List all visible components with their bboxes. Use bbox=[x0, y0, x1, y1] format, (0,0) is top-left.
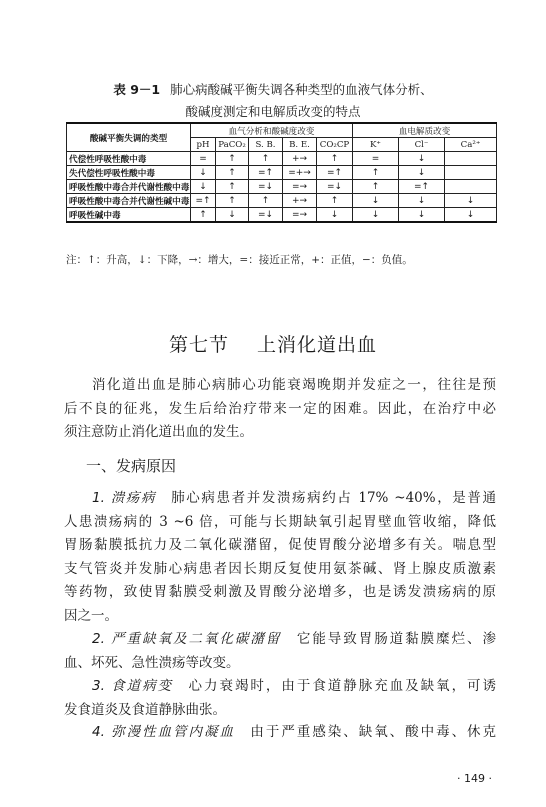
paragraph-line: 后不良的征兆，发生后给治疗带来一定的困难。因此，在治疗中必 bbox=[64, 400, 496, 417]
table-cell: = bbox=[191, 152, 216, 166]
table-row bbox=[67, 180, 497, 194]
table-cell: =↑ bbox=[317, 166, 353, 180]
table-note: 注：↑：升高，↓：下降，→：增大，=：接近正常，+：正值，−：负值。 bbox=[66, 254, 413, 266]
item-lead: 2. 严重缺氧及二氧化碳潴留 bbox=[92, 631, 282, 647]
table-cell: +→ bbox=[283, 194, 317, 208]
paragraph-line: 消化道出血是肺心病肺心功能衰竭晚期并发症之一，往往是预 bbox=[92, 377, 496, 393]
col-header: S. B. bbox=[249, 138, 283, 152]
col-header: Ca²⁺ bbox=[445, 138, 497, 152]
table-cell: ↑ bbox=[216, 180, 249, 194]
row-label: 失代偿性呼吸性酸中毒 bbox=[67, 166, 191, 180]
table-cell: ↓ bbox=[191, 166, 216, 180]
table-row bbox=[67, 166, 497, 180]
table-row bbox=[67, 208, 497, 223]
type-header: 酸碱平衡失调的类型 bbox=[67, 123, 191, 152]
item-text: 由于严重感染、缺氧、酸中毒、休克 bbox=[250, 724, 497, 740]
table-number: 表 9－1 bbox=[113, 82, 161, 97]
table-cell bbox=[445, 152, 497, 166]
paragraph-line: 等药物，致使胃黏膜受刺激及胃酸分泌增多，也是诱发溃疡病的原 bbox=[64, 584, 496, 600]
table-caption-line1 bbox=[0, 80, 546, 98]
col-header: B. E. bbox=[283, 138, 317, 152]
table-cell: ↑ bbox=[353, 166, 399, 180]
table-cell bbox=[445, 180, 497, 194]
table-row bbox=[67, 152, 497, 166]
table-cell: ↓ bbox=[191, 180, 216, 194]
table-cell: =↓ bbox=[249, 180, 283, 194]
paragraph-line bbox=[64, 487, 496, 511]
table-cell: +→ bbox=[283, 152, 317, 166]
table-cell: ↑ bbox=[317, 194, 353, 208]
table-cell: =+→ bbox=[283, 166, 317, 180]
subheading: 一、发病原因 bbox=[86, 457, 177, 475]
table-cell: ↑ bbox=[216, 166, 249, 180]
table-row bbox=[67, 194, 497, 208]
section-title: 上消化道出血 bbox=[257, 334, 378, 356]
paragraph-line: 支气管炎并发肺心病患者因长期反复使用氨茶碱、肾上腺皮质激素 bbox=[64, 560, 496, 577]
table-cell: ↓ bbox=[216, 208, 249, 223]
table-cell: ↑ bbox=[249, 194, 283, 208]
paragraph-line bbox=[64, 721, 496, 745]
item-lead: 3. 食道病变 bbox=[92, 678, 174, 694]
item-paragraph-4 bbox=[64, 721, 496, 745]
item-text: 心力衰竭时，由于食道静脉充血及缺氧，可诱 bbox=[188, 678, 497, 694]
table-cell: ↓ bbox=[399, 208, 445, 223]
table-cell: =↑ bbox=[249, 166, 283, 180]
paragraph-line: 发食道炎及食道静脉曲张。 bbox=[64, 701, 226, 718]
paragraph-line: 胃肠黏膜抵抗力及二氧化碳潴留，促使胃酸分泌增多有关。喘息型 bbox=[64, 537, 496, 553]
table-cell: =→ bbox=[283, 180, 317, 194]
col-header: pH bbox=[191, 138, 216, 152]
section-heading bbox=[0, 330, 546, 357]
col-header: PaCO₂ bbox=[216, 138, 249, 152]
table-cell: ↑ bbox=[216, 194, 249, 208]
item-text: 它能导致胃肠道黏膜糜烂、渗 bbox=[296, 631, 497, 647]
table-cell: ↑ bbox=[353, 180, 399, 194]
item-lead: 1. 溃疡病 bbox=[92, 490, 157, 506]
group-header-electrolytes: 血电解质改变 bbox=[353, 123, 497, 138]
table-cell: =→ bbox=[283, 208, 317, 223]
table-cell: ↓ bbox=[353, 208, 399, 223]
paragraph-line: 人患溃疡病的 3 ~6 倍，可能与长期缺氧引起胃壁血管收缩，降低 bbox=[64, 513, 496, 530]
table-cell: ↓ bbox=[353, 194, 399, 208]
table-cell bbox=[445, 166, 497, 180]
col-header: K⁺ bbox=[353, 138, 399, 152]
table-cell: =↑ bbox=[191, 194, 216, 208]
table-cell: ↑ bbox=[249, 152, 283, 166]
item-lead: 4. 弥漫性血管内凝血 bbox=[92, 724, 235, 740]
section-number: 第七节 bbox=[168, 334, 229, 356]
paragraph-line bbox=[64, 675, 496, 699]
item-paragraph-2 bbox=[64, 628, 496, 675]
row-label: 呼吸性酸中毒合并代谢性酸中毒 bbox=[67, 180, 191, 194]
table-cell: =↑ bbox=[399, 180, 445, 194]
acid-base-table bbox=[66, 122, 497, 223]
row-label: 呼吸性碱中毒 bbox=[67, 208, 191, 223]
table-title-part1: 肺心病酸碱平衡失调各种类型的血液气体分析、 bbox=[170, 82, 433, 97]
table-cell: ↑ bbox=[216, 152, 249, 166]
table-cell: ↑ bbox=[317, 152, 353, 166]
paragraph-line: 因之一。 bbox=[64, 607, 118, 624]
row-label: 呼吸性酸中毒合并代谢性碱中毒 bbox=[67, 194, 191, 208]
item-text: 肺心病患者并发溃疡病约占 17% ~40%，是普通 bbox=[171, 490, 497, 506]
item-paragraph-3 bbox=[64, 675, 496, 722]
table-cell: =↓ bbox=[317, 180, 353, 194]
group-header-blood-gas: 血气分析和酸碱度改变 bbox=[191, 123, 353, 138]
table-cell: =↓ bbox=[249, 208, 283, 223]
intro-paragraph bbox=[64, 374, 496, 445]
table-cell: = bbox=[353, 152, 399, 166]
table-cell: ↑ bbox=[191, 208, 216, 223]
table-cell: ↓ bbox=[399, 194, 445, 208]
table-caption-line2: 酸碱度测定和电解质改变的特点 bbox=[185, 104, 361, 119]
table-cell: ↓ bbox=[445, 194, 497, 208]
col-header: CO₂CP bbox=[317, 138, 353, 152]
table-cell: ↓ bbox=[445, 208, 497, 223]
item-paragraph-1 bbox=[64, 487, 496, 628]
col-header: Cl⁻ bbox=[399, 138, 445, 152]
paragraph-line: 血、坏死、急性溃疡等改变。 bbox=[64, 654, 240, 671]
row-label: 代偿性呼吸性酸中毒 bbox=[67, 152, 191, 166]
paragraph-line: 须注意防止消化道出血的发生。 bbox=[64, 424, 253, 440]
page-number: · 149 · bbox=[457, 772, 492, 785]
table-cell: ↓ bbox=[399, 152, 445, 166]
table-cell: ↓ bbox=[399, 166, 445, 180]
table-cell: ↓ bbox=[317, 208, 353, 223]
paragraph-line bbox=[64, 628, 496, 652]
